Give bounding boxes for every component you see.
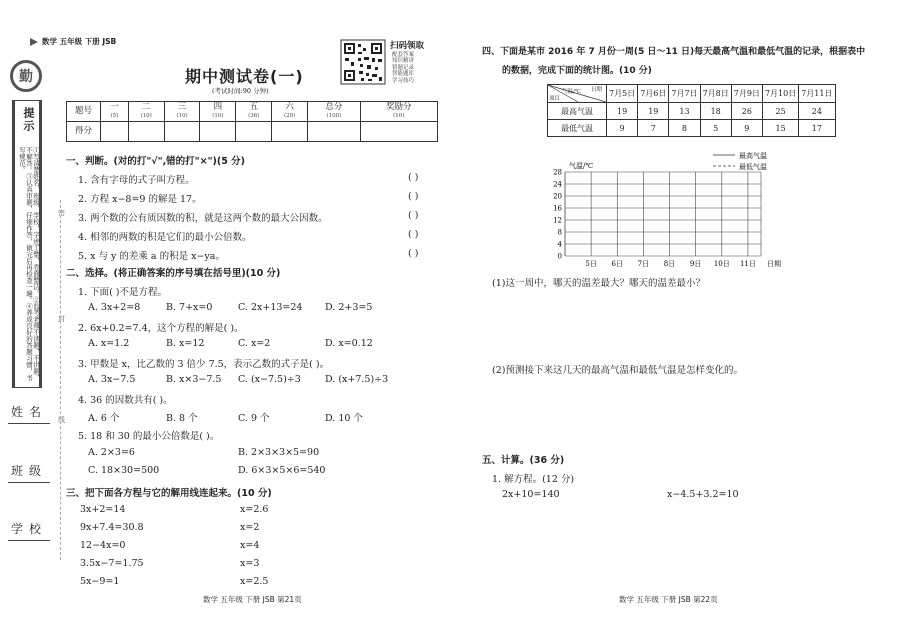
tip-title: 提示 [22, 107, 35, 133]
corner-label: 项目 [549, 96, 561, 102]
binding-strip [0, 0, 52, 636]
row-label: 得分 [67, 122, 101, 142]
choice-question: 2. 6x+0.2=7.4，这个方程的解是( )。 [78, 323, 244, 334]
qr-feature: 智能题库 [392, 71, 415, 78]
legend-high-label: 最高气温 [739, 152, 767, 160]
temp-value: 8 [669, 120, 700, 137]
temp-value: 7 [638, 120, 669, 137]
solution-item[interactable]: x=3 [240, 558, 260, 569]
corner-label: 气温/℃ [562, 89, 582, 95]
choice-option[interactable]: D. x=0.12 [325, 338, 373, 349]
choice-option[interactable]: D. (x+7.5)÷3 [325, 374, 389, 385]
judge-item: 4. 相邻的两数的积是它们的最小公倍数。 [78, 232, 252, 243]
choice-option[interactable]: B. x=12 [166, 338, 205, 349]
qr-feature: 配套答案 [392, 52, 415, 58]
score-col: 四 (10) [200, 102, 236, 122]
choice-question: 3. 甲数是 x，比乙数的 3 倍少 7.5，表示乙数的式子是( )。 [78, 359, 330, 370]
score-col: 总分 (100) [308, 102, 361, 122]
equation-item[interactable]: 12−4x=0 [80, 540, 126, 551]
choice-option[interactable]: C. x=2 [238, 338, 271, 349]
judge-item: 5. x 与 y 的差乘 a 的积是 x−ya。 [78, 251, 225, 262]
temp-value: 9 [731, 120, 762, 137]
choice-option[interactable]: C. 18×30=500 [88, 465, 160, 476]
temp-value: 18 [700, 103, 731, 120]
temp-value: 15 [762, 120, 798, 137]
x-tick-label: 6日 [611, 260, 624, 268]
solution-item[interactable]: x=2.5 [240, 576, 269, 587]
cut-mark: 封 [58, 315, 65, 323]
equation-item[interactable]: 3x+2=14 [80, 504, 126, 515]
row-label: 最低气温 [548, 120, 607, 137]
choice-option[interactable]: C. 9 个 [238, 413, 270, 424]
temp-value: 9 [607, 120, 638, 137]
temp-row-low [548, 120, 836, 137]
choice-option[interactable]: A. 3x+2=8 [88, 302, 141, 313]
y-tick-label: 8 [557, 228, 562, 237]
date-header: 7月7日 [669, 85, 700, 103]
score-col: 六 (29) [272, 102, 308, 122]
choice-option[interactable]: D. 6×3×5×6=540 [238, 465, 326, 476]
score-col: 奖励分 (10) [360, 102, 437, 122]
date-header: 7月6日 [638, 85, 669, 103]
choice-option[interactable]: A. x=1.2 [88, 338, 130, 349]
temp-row-high [548, 103, 836, 120]
y-tick-label: 4 [557, 240, 562, 249]
section-2-title: 二、选择。(将正确答案的序号填在括号里)(10 分) [66, 268, 281, 279]
score-col: 一 (5) [101, 102, 129, 122]
score-cell[interactable] [360, 122, 437, 142]
score-header-row [67, 102, 438, 122]
x-tick-label: 9日 [689, 260, 702, 268]
choice-option[interactable]: A. 2×3=6 [88, 447, 135, 458]
cut-mark: 线 [58, 416, 65, 424]
temp-value: 17 [799, 120, 835, 137]
y-tick-label: 0 [557, 252, 562, 261]
section-4-title-cont: 的数据，完成下面的统计图。(10 分) [502, 66, 652, 76]
choice-question: 1. 下面( )不是方程。 [78, 287, 168, 298]
y-tick-label: 12 [553, 216, 562, 225]
judge-item: 1. 含有字母的式子叫方程。 [78, 175, 195, 186]
score-cell[interactable] [128, 122, 164, 142]
answer-blank[interactable]: ( ) [408, 172, 419, 183]
question-1: (1)这一周中，哪天的温差最大？哪天的温差最小？ [492, 278, 705, 289]
arrow-icon [30, 38, 38, 46]
qr-title: 扫码领取 [390, 41, 425, 51]
y-axis-label: 气温/℃ [569, 162, 594, 170]
temperature-line-chart[interactable] [540, 150, 800, 272]
x-tick-label: 5日 [585, 260, 597, 268]
x-tick-label: 10日 [713, 260, 730, 268]
class-field-line[interactable] [8, 482, 50, 483]
score-cell[interactable] [236, 122, 272, 142]
judge-item: 3. 两个数的公有质因数的积，就是这两个数的最大公因数。 [78, 213, 328, 224]
equation-item[interactable]: 3.5x−7=1.75 [80, 558, 144, 569]
answer-blank[interactable]: ( ) [408, 248, 419, 259]
x-tick-label: 8日 [663, 260, 676, 268]
solve-equation[interactable]: x−4.5+3.2=10 [667, 489, 739, 500]
choice-option[interactable]: B. x×3−7.5 [166, 374, 222, 385]
score-cell[interactable] [272, 122, 308, 142]
publisher-logo: 勤 [10, 60, 42, 92]
answer-blank[interactable]: ( ) [408, 229, 419, 240]
x-tick-label: 11日 [739, 260, 756, 268]
temp-value: 19 [607, 103, 638, 120]
score-cell[interactable] [101, 122, 129, 142]
question-2: (2)预测接下来这几天的最高气温和最低气温是怎样变化的。 [492, 365, 743, 376]
x-axis-label: 日期 [767, 260, 781, 268]
solution-item[interactable]: x=4 [240, 540, 260, 551]
answer-blank[interactable]: ( ) [408, 191, 419, 202]
name-field-label: 姓名 [10, 405, 47, 419]
score-cell[interactable] [308, 122, 361, 142]
solve-equation[interactable]: 2x+10=140 [502, 489, 560, 500]
score-cell[interactable] [200, 122, 236, 142]
legend-low-label: 最低气温 [739, 163, 767, 171]
temp-header-row [548, 85, 836, 103]
score-col: 五 (36) [236, 102, 272, 122]
section-3-title: 三、把下面各方程与它的解用线连起来。(10 分) [66, 488, 272, 499]
qr-code-icon[interactable] [341, 40, 385, 84]
section-1-title: 一、判断。(对的打"√",错的打"×")(5 分) [66, 156, 245, 167]
date-header: 7月9日 [731, 85, 762, 103]
temp-value: 25 [762, 103, 798, 120]
x-tick-label: 7日 [637, 260, 650, 268]
subsection-title: 1. 解方程。(12 分) [492, 474, 575, 485]
choice-question: 5. 18 和 30 的最小公倍数是( )。 [78, 431, 220, 442]
school-field-label: 学校 [10, 522, 47, 536]
choice-option[interactable]: B. 8 个 [166, 413, 198, 424]
score-value-row [67, 122, 438, 142]
class-field-label: 班级 [10, 464, 47, 478]
y-tick-label: 20 [553, 192, 562, 201]
school-field-line[interactable] [8, 540, 50, 541]
tip-text: ①写清楚姓名、班级、学校，字迹工整，卷面整洁。②监考老师不读题，不讲题，不解答。③认真审题，仔细作答，做完后再检查一遍。④养成良好的答题习惯，书写规范。 [18, 147, 40, 381]
corner-label: 日期 [590, 87, 602, 93]
score-cell[interactable] [164, 122, 200, 142]
choice-option[interactable]: D. 10 个 [325, 413, 363, 424]
solution-item[interactable]: x=2 [240, 522, 260, 533]
choice-option[interactable]: D. 2+3=5 [325, 302, 373, 313]
choice-question: 4. 36 的因数共有( )。 [78, 395, 173, 406]
date-header: 7月11日 [799, 85, 835, 103]
temp-value: 26 [731, 103, 762, 120]
temp-value: 5 [700, 120, 731, 137]
temp-value: 24 [799, 103, 835, 120]
cut-mark: 密 [58, 209, 65, 217]
qr-feature: 错题记录 [392, 64, 415, 71]
qr-feature: 知识精讲 [392, 58, 415, 65]
name-field-line[interactable] [8, 423, 50, 424]
exam-time: (考试时间:90 分钟) [212, 87, 269, 95]
judge-item: 2. 方程 x−8=9 的解是 17。 [78, 194, 202, 205]
equation-item[interactable]: 9x+7.4=30.8 [80, 522, 144, 533]
temp-value: 13 [669, 103, 700, 120]
date-header: 7月10日 [762, 85, 798, 103]
choice-option[interactable]: B. 2×3×3×5=90 [238, 447, 320, 458]
page-footer-right: 数学 五年级 下册 JSB 第22页 [619, 595, 718, 604]
y-tick-label: 28 [553, 168, 562, 177]
choice-option[interactable]: C. 2x+13=24 [238, 302, 303, 313]
date-header: 7月8日 [700, 85, 731, 103]
qr-feature: 学习技巧 [392, 77, 415, 84]
score-table [66, 101, 438, 142]
section-5-title: 五、计算。(36 分) [482, 455, 565, 466]
page-footer-left: 数学 五年级 下册 JSB 第21页 [203, 595, 302, 604]
score-col: 三 (10) [164, 102, 200, 122]
choice-option[interactable]: A. 3x−7.5 [88, 374, 136, 385]
cut-line [60, 200, 61, 560]
choice-option[interactable]: C. (x−7.5)÷3 [238, 374, 301, 385]
choice-option[interactable]: A. 6 个 [88, 413, 120, 424]
diagonal-header-cell [548, 85, 607, 103]
row-label: 题号 [67, 102, 101, 122]
row-label: 最高气温 [548, 103, 607, 120]
score-col: 二 (10) [128, 102, 164, 122]
y-tick-label: 16 [553, 204, 562, 213]
temp-value: 19 [638, 103, 669, 120]
series-tag: 数学 五年级 下册 JSB [42, 37, 117, 46]
page-title: 期中测试卷(一) [185, 67, 304, 86]
tip-box [12, 100, 42, 388]
section-4-title: 四、下面是某市 2016 年 7 月份一周(5 日～11 日)每天最高气温和最低气温的记录，根据表中 [482, 47, 866, 57]
solution-item[interactable]: x=2.6 [240, 504, 269, 515]
answer-blank[interactable]: ( ) [408, 210, 419, 221]
equation-item[interactable]: 5x−9=1 [80, 576, 120, 587]
qr-feature-list [392, 52, 414, 84]
temperature-table [547, 84, 836, 137]
y-tick-label: 24 [553, 180, 562, 189]
choice-option[interactable]: B. 7+x=0 [166, 302, 213, 313]
date-header: 7月5日 [607, 85, 638, 103]
